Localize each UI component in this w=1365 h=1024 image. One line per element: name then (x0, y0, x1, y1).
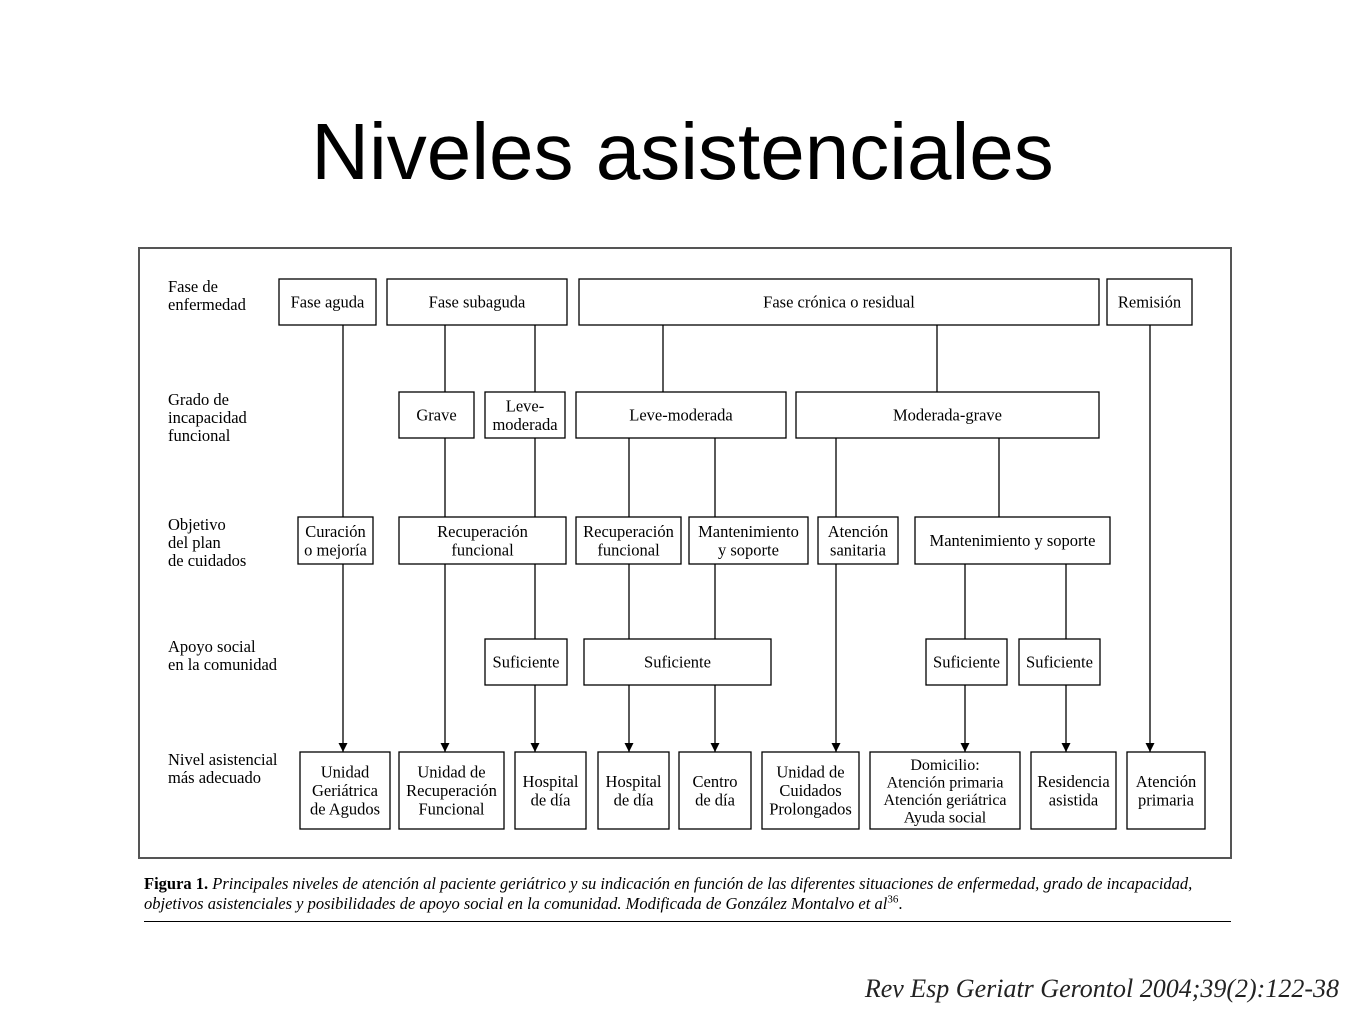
row-label-line: incapacidad (168, 408, 247, 427)
row-label-line: Nivel asistencial (168, 750, 278, 769)
box-remision (1107, 279, 1192, 325)
box-curacion (298, 517, 373, 564)
box-label-line: Unidad de (417, 762, 486, 782)
box-hospital-dia-2 (598, 752, 669, 829)
box-label-line: Suficiente (644, 652, 711, 672)
box-suficiente-3-label (933, 653, 1000, 672)
box-label-line: Grave (416, 405, 457, 425)
box-hospital-dia-2-label (606, 772, 662, 810)
box-moderada-grave-label (893, 406, 1002, 425)
caption-body: Principales niveles de atención al paciente geriátrico y su indicación en función de las diferentes situaciones de enfermedad, grado de incapacidad, objetivos asistenciales y posibilidades de apoyo social en la comunidad. Modificada de González Montalvo et al (144, 874, 1193, 913)
box-label-line: primaria (1138, 790, 1194, 810)
caption-reference: 36 (887, 893, 899, 906)
citation: Rev Esp Geriatr Gerontol 2004;39(2):122-38 (864, 974, 1339, 1003)
box-label-line: Moderada-grave (892, 405, 1003, 425)
page-title: Niveles asistenciales (311, 107, 1054, 196)
box-label-line: o mejoría (304, 540, 367, 560)
row-label-line: del plan (168, 533, 221, 552)
box-label-line: Mantenimiento (698, 521, 799, 541)
box-label-line: Atención (827, 521, 889, 541)
box-label-line: de día (530, 790, 571, 810)
box-label-line: y soporte (718, 540, 779, 560)
row-label-line: más adecuado (168, 768, 261, 787)
box-label-line: Unidad de (776, 762, 845, 782)
row-label-line: en la comunidad (168, 655, 278, 674)
box-cuidados-prolongados (762, 752, 859, 829)
caption-rule (144, 921, 1231, 922)
box-grave-label (416, 406, 456, 425)
box-leve-moderada-2-label (629, 406, 733, 425)
box-label-line: Recuperación (437, 521, 528, 541)
box-label-line: Recuperación (583, 521, 674, 541)
box-hospital-dia-1 (515, 752, 586, 829)
box-subaguda-label (429, 293, 526, 312)
box-label-line: Atención primaria (886, 774, 1004, 792)
box-leve-moderada-1 (485, 392, 565, 438)
box-label-line: de día (613, 790, 654, 810)
box-label-line: Leve- (505, 396, 545, 416)
box-suficiente-2 (584, 639, 771, 685)
box-curacion-label (304, 522, 367, 560)
box-label-line: Ayuda social (903, 809, 987, 827)
box-suficiente-1 (485, 639, 567, 685)
box-label-line: Residencia (1037, 771, 1110, 791)
box-centro-dia (679, 752, 751, 829)
box-label-line: Cuidados (779, 781, 842, 800)
box-label-line: de día (695, 790, 735, 810)
box-label-line: Centro (692, 771, 738, 791)
box-leve-moderada-2 (576, 392, 786, 438)
box-cronica (579, 279, 1099, 325)
box-label-line: Unidad (320, 762, 370, 782)
row-label-line: Apoyo social (168, 637, 256, 656)
box-unidad-recuperacion-label (406, 763, 497, 819)
figure-caption (144, 874, 1214, 914)
box-label-line: Hospital (522, 771, 579, 791)
box-aguda (279, 279, 376, 325)
box-atencion-primaria-label (1136, 772, 1196, 810)
box-mantenimiento-1 (689, 517, 808, 564)
box-remision-label (1118, 293, 1181, 312)
box-label-line: Fase aguda (290, 292, 365, 312)
box-grave (399, 392, 474, 438)
row-label-line: funcional (168, 426, 231, 445)
box-label-line: sanitaria (830, 540, 886, 560)
box-atencion-sanitaria (818, 517, 898, 564)
caption-lead: Figura 1. (144, 874, 209, 893)
box-suficiente-1-label (493, 653, 560, 672)
box-label-line: asistida (1048, 790, 1099, 810)
box-label-line: Leve-moderada (629, 405, 733, 425)
box-suficiente-4 (1019, 639, 1100, 685)
box-label-line: Curación (305, 521, 366, 541)
box-label-line: Suficiente (933, 652, 1000, 672)
box-domicilio (870, 752, 1020, 829)
box-atencion-sanitaria-label (828, 522, 888, 560)
row-label-line: Objetivo (168, 515, 226, 534)
box-label-line: moderada (492, 414, 558, 434)
box-subaguda (387, 279, 567, 325)
box-suficiente-4-label (1026, 653, 1093, 672)
row-label-line: enfermedad (168, 295, 246, 314)
row-label-line: Grado de (168, 390, 229, 409)
box-label-line: Atención geriátrica (883, 791, 1007, 809)
box-unidad-geriatrica (300, 752, 390, 829)
box-hospital-dia-1-label (523, 772, 579, 810)
box-label-line: Recuperación (406, 781, 497, 800)
caption-end: . (898, 894, 903, 913)
box-centro-dia-label (693, 772, 738, 810)
box-recuperacion-2 (576, 517, 681, 564)
box-label-line: Fase subaguda (428, 292, 526, 312)
box-suficiente-3 (926, 639, 1007, 685)
box-residencia (1031, 752, 1116, 829)
box-moderada-grave (796, 392, 1099, 438)
row-label-line: de cuidados (168, 551, 247, 570)
box-label-line: Domicilio: (910, 756, 980, 774)
box-unidad-recuperacion (399, 752, 504, 829)
box-aguda-label (291, 293, 365, 312)
box-cuidados-prolongados-label (769, 763, 852, 819)
box-label-line: Remisión (1117, 292, 1182, 312)
box-label-line: funcional (451, 540, 514, 560)
box-label-line: Prolongados (769, 799, 852, 819)
box-cronica-label (763, 293, 915, 312)
box-label-line: de Agudos (309, 799, 381, 819)
box-mantenimiento-2-label (930, 531, 1096, 550)
box-label-line: Suficiente (492, 652, 560, 672)
box-label-line: funcional (597, 540, 660, 560)
box-label-line: Funcional (418, 799, 485, 819)
box-mantenimiento-2 (915, 517, 1110, 564)
box-label-line: Hospital (605, 771, 662, 791)
box-suficiente-2-label (644, 653, 711, 672)
box-label-line: Geriátrica (312, 781, 378, 800)
box-label-line: Fase crónica o residual (763, 292, 915, 312)
row-label-line: Fase de (168, 277, 218, 296)
box-recuperacion-1 (399, 517, 566, 564)
box-atencion-primaria (1127, 752, 1205, 829)
box-label-line: Atención (1135, 771, 1197, 791)
box-label-line: Mantenimiento y soporte (929, 531, 1096, 550)
box-label-line: Suficiente (1026, 652, 1093, 672)
